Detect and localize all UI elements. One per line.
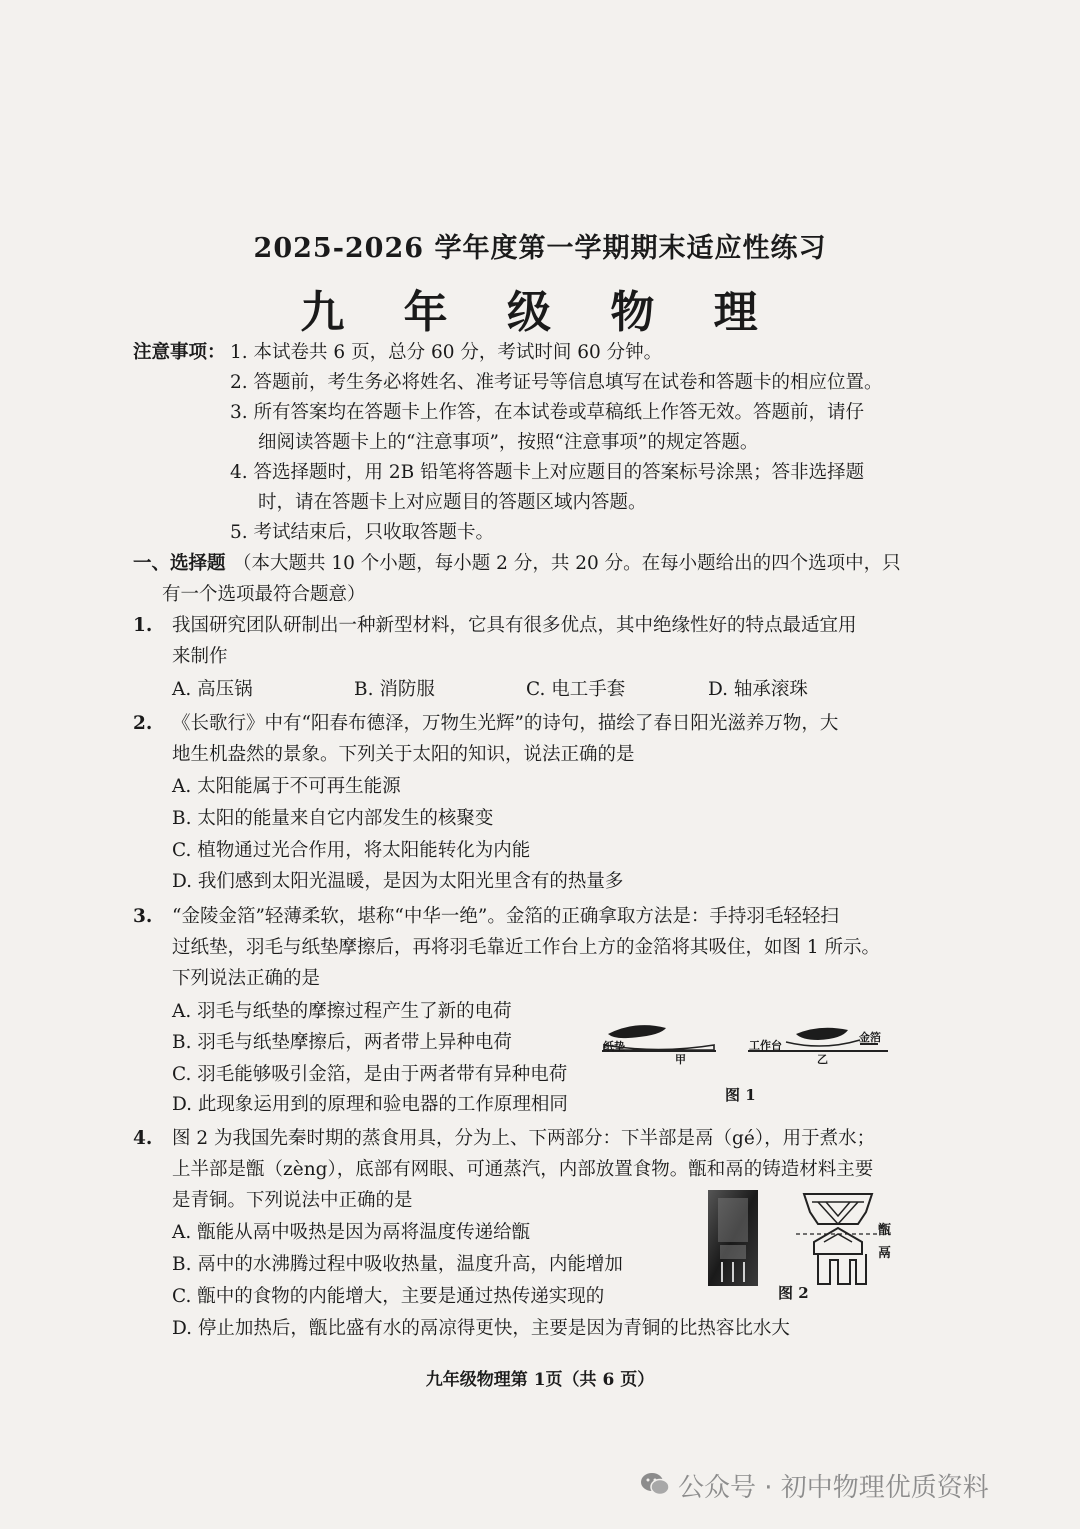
- question-text: 《长歌行》中有“阳春布德泽，万物生光辉”的诗句，描绘了春日阳光滋养万物，大: [172, 713, 839, 734]
- question-number: 4.: [133, 1128, 153, 1149]
- option: D. 此现象运用到的原理和验电器的工作原理相同: [172, 1094, 568, 1115]
- watermark: [640, 1470, 989, 1506]
- option: C. 电工手套: [526, 679, 626, 700]
- notice-item: 时，请在答题卡上对应题目的答题区域内答题。: [258, 492, 647, 513]
- fig1-label-bench: 工作台: [749, 1039, 782, 1052]
- fig1-label-foil: 金箔: [859, 1031, 881, 1044]
- fig1-sub-a: 甲: [675, 1053, 686, 1066]
- question-number: 3.: [133, 906, 153, 927]
- option: D. 我们感到太阳光温暖，是因为太阳光里含有的热量多: [172, 871, 624, 892]
- section-desc: 有一个选项最符合题意）: [162, 584, 366, 605]
- feather-right: [796, 1028, 848, 1040]
- figure-2-diagram: [706, 1190, 896, 1292]
- figure-1-diagram: [598, 1022, 898, 1078]
- subject-title: 九 年 级 物 理: [300, 287, 780, 338]
- notice-label: 注意事项：: [133, 342, 226, 363]
- question-number: 2.: [133, 713, 153, 734]
- question-text: 过纸垫，羽毛与纸垫摩擦后，再将羽毛靠近工作台上方的金箔将其吸住，如图 1 所示。: [172, 937, 881, 958]
- zeng-upper: [804, 1194, 872, 1224]
- option: D. 轴承滚珠: [708, 679, 808, 700]
- question-text: 是青铜。下列说法中正确的是: [172, 1190, 413, 1211]
- fig1-sub-b: 乙: [817, 1053, 828, 1066]
- fig2-label-li: 鬲: [878, 1246, 892, 1261]
- option: C. 植物通过光合作用，将太阳能转化为内能: [172, 840, 531, 861]
- fig1-label-paper: 纸垫: [603, 1040, 625, 1053]
- exam-title: 2025-2026 学年度第一学期期末适应性练习: [253, 233, 827, 264]
- option: B. 羽毛与纸垫摩擦后，两者带上异种电荷: [172, 1032, 512, 1053]
- option: C. 羽毛能够吸引金箔，是由于两者带有异种电荷: [172, 1064, 568, 1085]
- question-text: “金陵金箔”轻薄柔软，堪称“中华一绝”。金箔的正确拿取方法是：手持羽毛轻轻扫: [172, 906, 839, 927]
- option: D. 停止加热后，甑比盛有水的鬲凉得更快，主要是因为青铜的比热容比水大: [172, 1318, 790, 1339]
- notice-item: 1. 本试卷共 6 页，总分 60 分，考试时间 60 分钟。: [230, 342, 663, 363]
- option: A. 甑能从鬲中吸热是因为鬲将温度传递给甑: [172, 1222, 531, 1243]
- feather-left: [608, 1025, 666, 1038]
- option: B. 消防服: [354, 679, 435, 700]
- option: B. 鬲中的水沸腾过程中吸收热量，温度升高，内能增加: [172, 1254, 623, 1275]
- option: A. 羽毛与纸垫的摩擦过程产生了新的电荷: [172, 1001, 512, 1022]
- option: A. 高压锅: [172, 679, 253, 700]
- page-footer: 九年级物理第 1页（共 6 页）: [425, 1370, 655, 1390]
- question-text: 地生机盎然的景象。下列关于太阳的知识，说法正确的是: [172, 744, 635, 765]
- option: B. 太阳的能量来自它内部发生的核聚变: [172, 808, 494, 829]
- option: C. 甑中的食物的内能增大，主要是通过热传递实现的: [172, 1286, 605, 1307]
- watermark-text: 公众号 · 初中物理优质资料: [678, 1473, 989, 1503]
- notice-item: 2. 答题前，考生务必将姓名、准考证号等信息填写在试卷和答题卡的相应位置。: [230, 372, 883, 393]
- option: A. 太阳能属于不可再生能源: [172, 776, 401, 797]
- wechat-icon: [640, 1471, 670, 1507]
- section-desc: （本大题共 10 个小题，每小题 2 分，共 20 分。在每小题给出的四个选项中，只: [233, 553, 901, 574]
- notice-item: 5. 考试结束后，只收取答题卡。: [230, 522, 495, 543]
- li-lower: [814, 1228, 862, 1254]
- notice-item: 3. 所有答案均在答题卡上作答，在本试卷或草稿纸上作答无效。答题前，请仔: [230, 402, 865, 423]
- question-text: 图 2 为我国先秦时期的蒸食用具，分为上、下两部分：下半部是鬲（gé），用于煮水；: [172, 1128, 876, 1149]
- fig2-label-zeng: 甑: [878, 1223, 892, 1238]
- notice-item: 细阅读答题卡上的“注意事项”，按照“注意事项”的规定答题。: [258, 432, 759, 453]
- question-number: 1.: [133, 615, 153, 636]
- section-heading: 一、选择题: [133, 553, 226, 574]
- figure-2-caption: 图 2: [778, 1284, 809, 1302]
- notice-item: 4. 答选择题时，用 2B 铅笔将答题卡上对应题目的答案标号涂黑；答非选择题: [230, 462, 865, 483]
- figure-1-caption: 图 1: [725, 1086, 756, 1104]
- question-text: 上半部是甑（zèng），底部有网眼、可通蒸汽，内部放置食物。甑和鬲的铸造材料主要: [172, 1159, 874, 1180]
- question-text: 我国研究团队研制出一种新型材料，它具有很多优点，其中绝缘性好的特点最适宜用: [172, 615, 857, 636]
- question-text: 下列说法正确的是: [172, 968, 321, 989]
- question-text: 来制作: [172, 646, 228, 667]
